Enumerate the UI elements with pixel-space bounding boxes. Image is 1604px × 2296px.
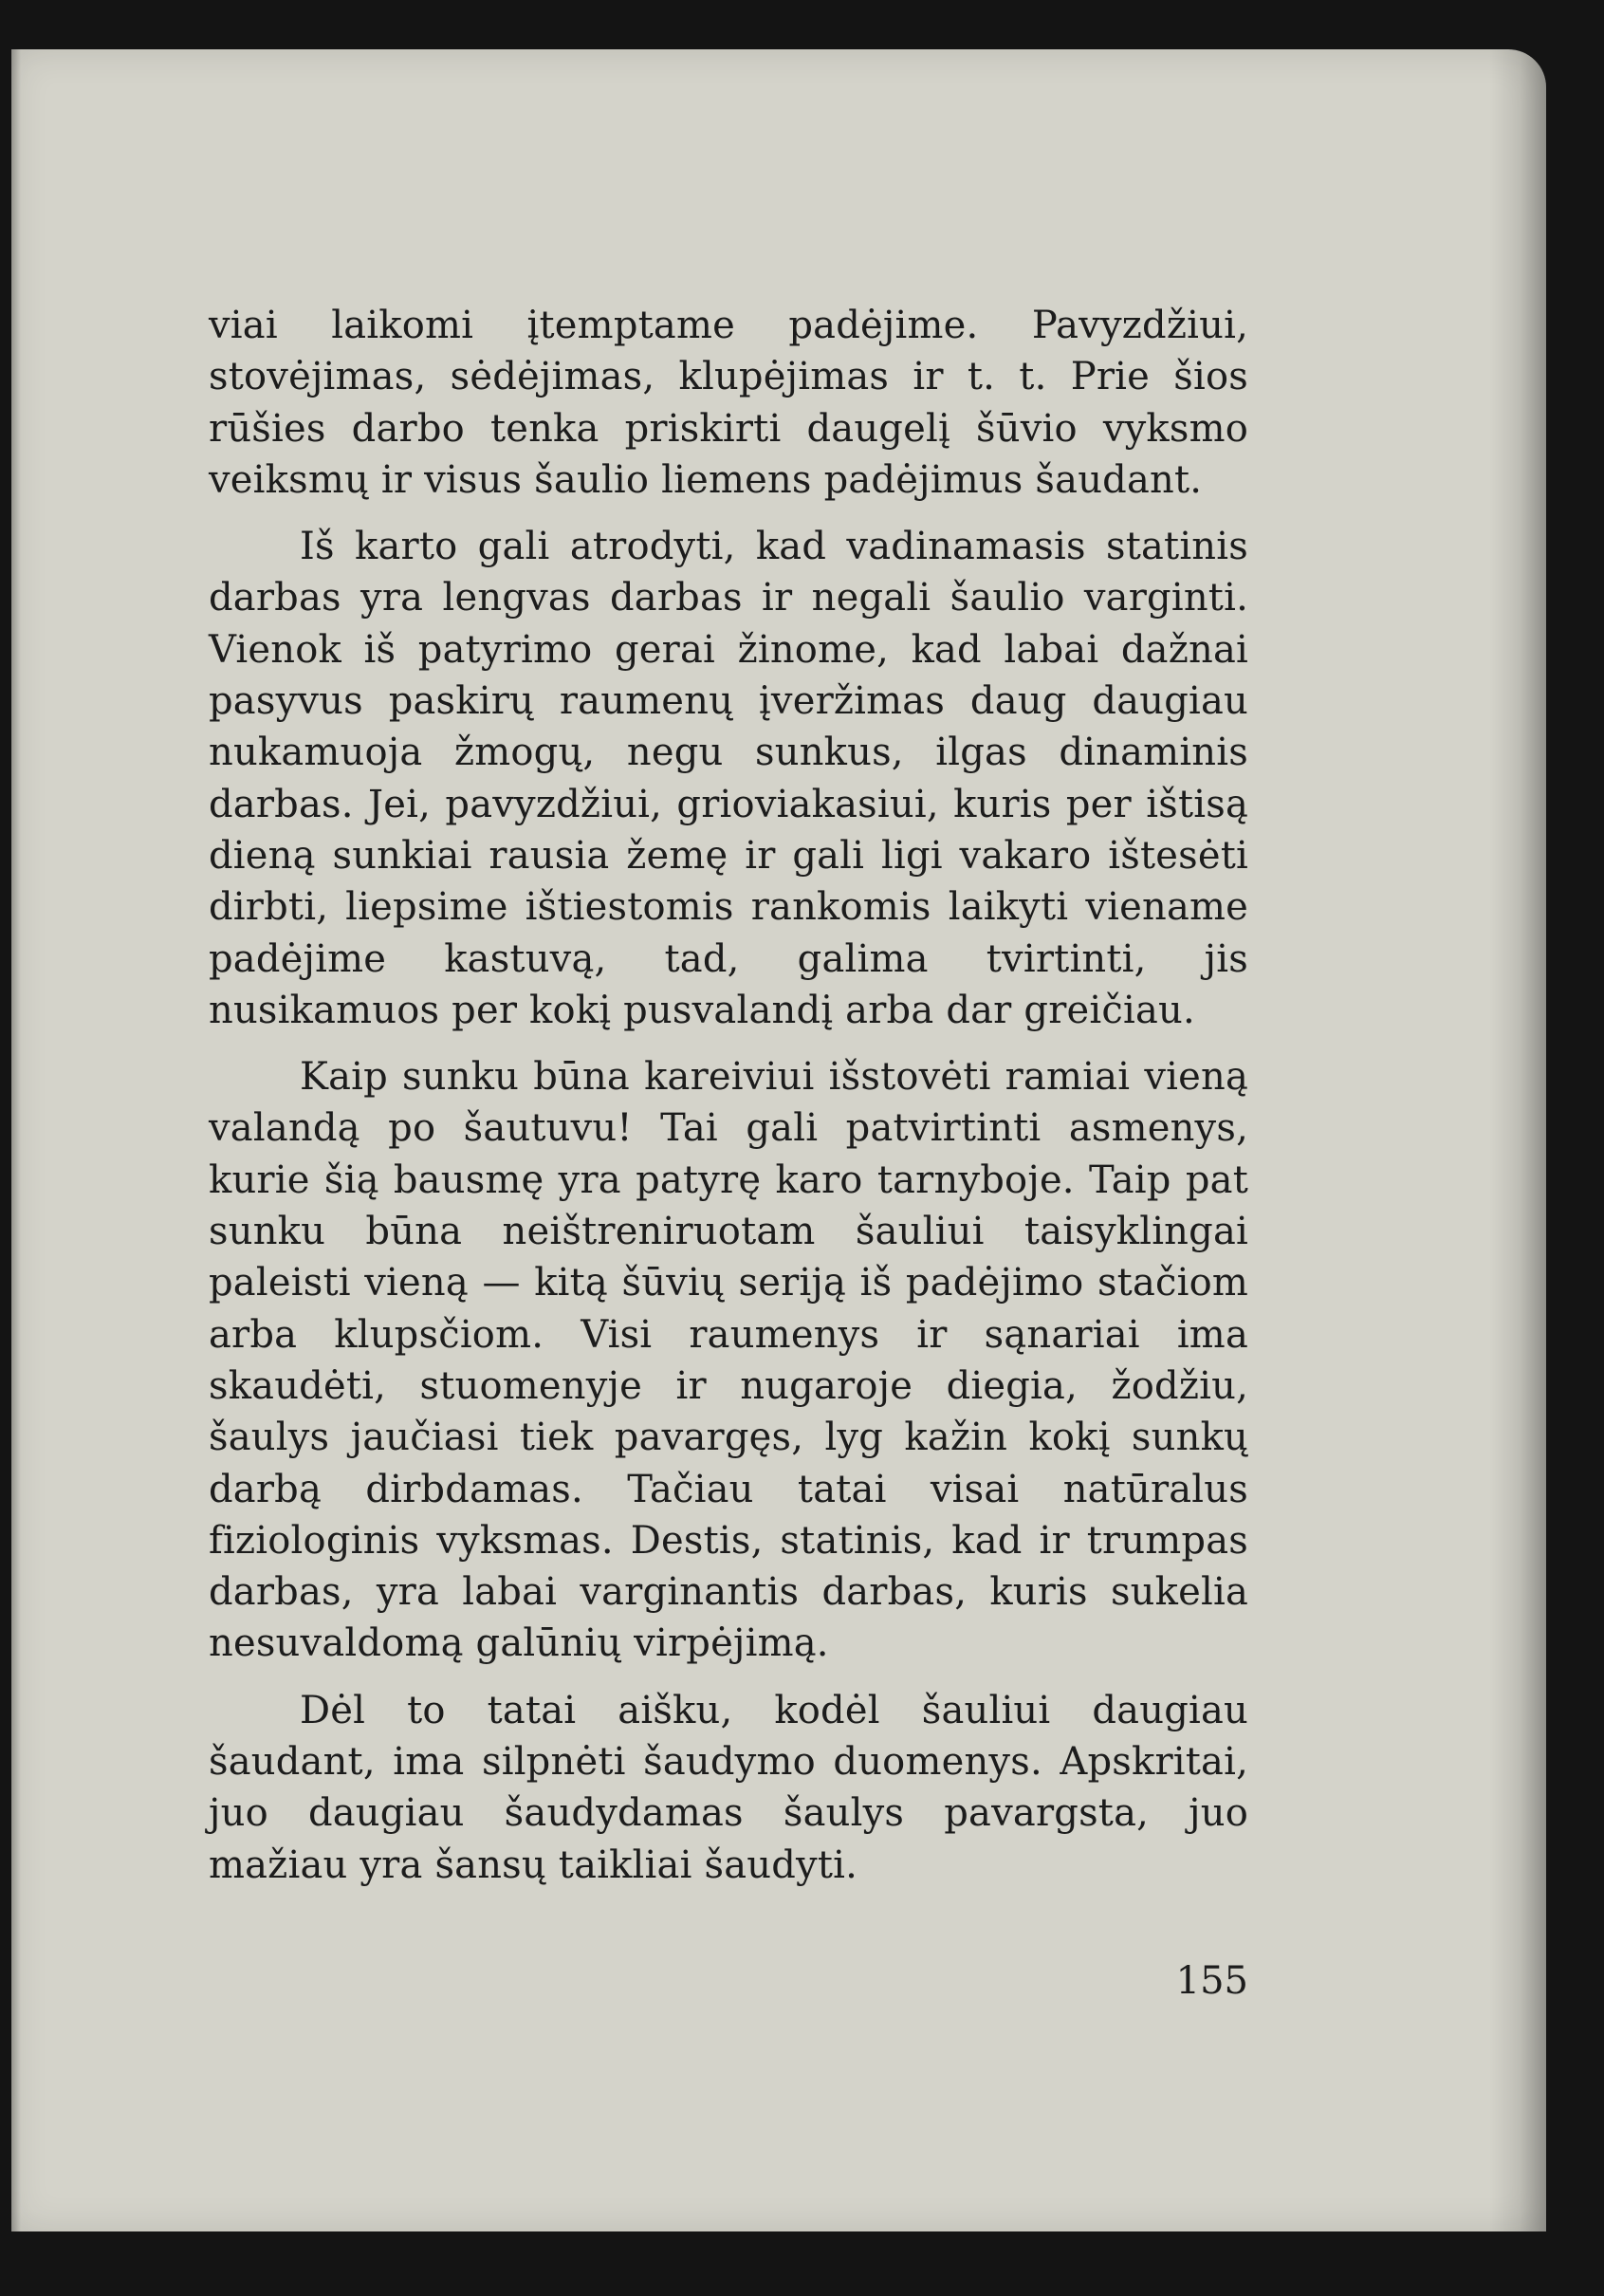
body-text xyxy=(209,300,1248,1891)
paragraph-1: viai laikomi įtemptame padėjime. Pavyzdžiui, stovėjimas, sėdėjimas, klupėjimas ir t. t. Prie šios rūšies darbo tenka priskirti daugelį šūvio vyksmo veiksmų ir visus šaulio liemens padėjimus šaudant. xyxy=(209,304,1248,502)
paragraph-4: Dėl to tatai aišku, kodėl šauliui daugiau šaudant, ima silpnėti šaudymo duomenys. Apskritai, juo daugiau šaudydamas šaulys pavargsta, juo mažiau yra šansų taikliai šaudyti. xyxy=(209,1688,1248,1887)
paragraph-3: Kaip sunku būna kareiviui išstovėti ramiai vieną valandą po šautuvu! Tai gali patvirtinti asmenys, kurie šią bausmę yra patyrę karo tarnyboje. Taip pat sunku būna neištreniruotam šauliui taisyklingai paleisti vieną — kitą šūvių seriją iš padėjimo stačiom arba klupsčiom. Visi raumenys ir sąnariai ima skaudėti, stuomenyje ir nugaroje diegia, žodžiu, šaulys jaučiasi tiek pavargęs, lyg kažin kokį sunkų darbą dirbdamas. Tačiau tatai visai natūralus fiziologinis vyksmas. Destis, statinis, kad ir trumpas darbas, yra labai varginantis darbas, kuris sukelia nesuvaldomą galūnių virpėjimą. xyxy=(209,1055,1248,1666)
page-right-edge xyxy=(1489,49,1546,2231)
page-number: 155 xyxy=(1175,1959,1248,2003)
paragraph-2: Iš karto gali atrodyti, kad vadinamasis statinis darbas yra lengvas darbas ir negali šaulio varginti. Vienok iš patyrimo gerai žinome, kad labai dažnai pasyvus paskirų raumenų įveržimas daug daugiau nukamuoja žmogų, negu sunkus, ilgas dinaminis darbas. Jei, pavyzdžiui, grioviakasiui, kuris per ištisą dieną sunkiai rausia žemę ir gali ligi vakaro ištesėti dirbti, liepsime ištiestomis rankomis laikyti viename padėjime kastuvą, tad, galima tvirtinti, jis nusikamuos per kokį pusvalandį arba dar greičiau. xyxy=(209,525,1248,1032)
page-left-shadow xyxy=(11,49,21,2231)
